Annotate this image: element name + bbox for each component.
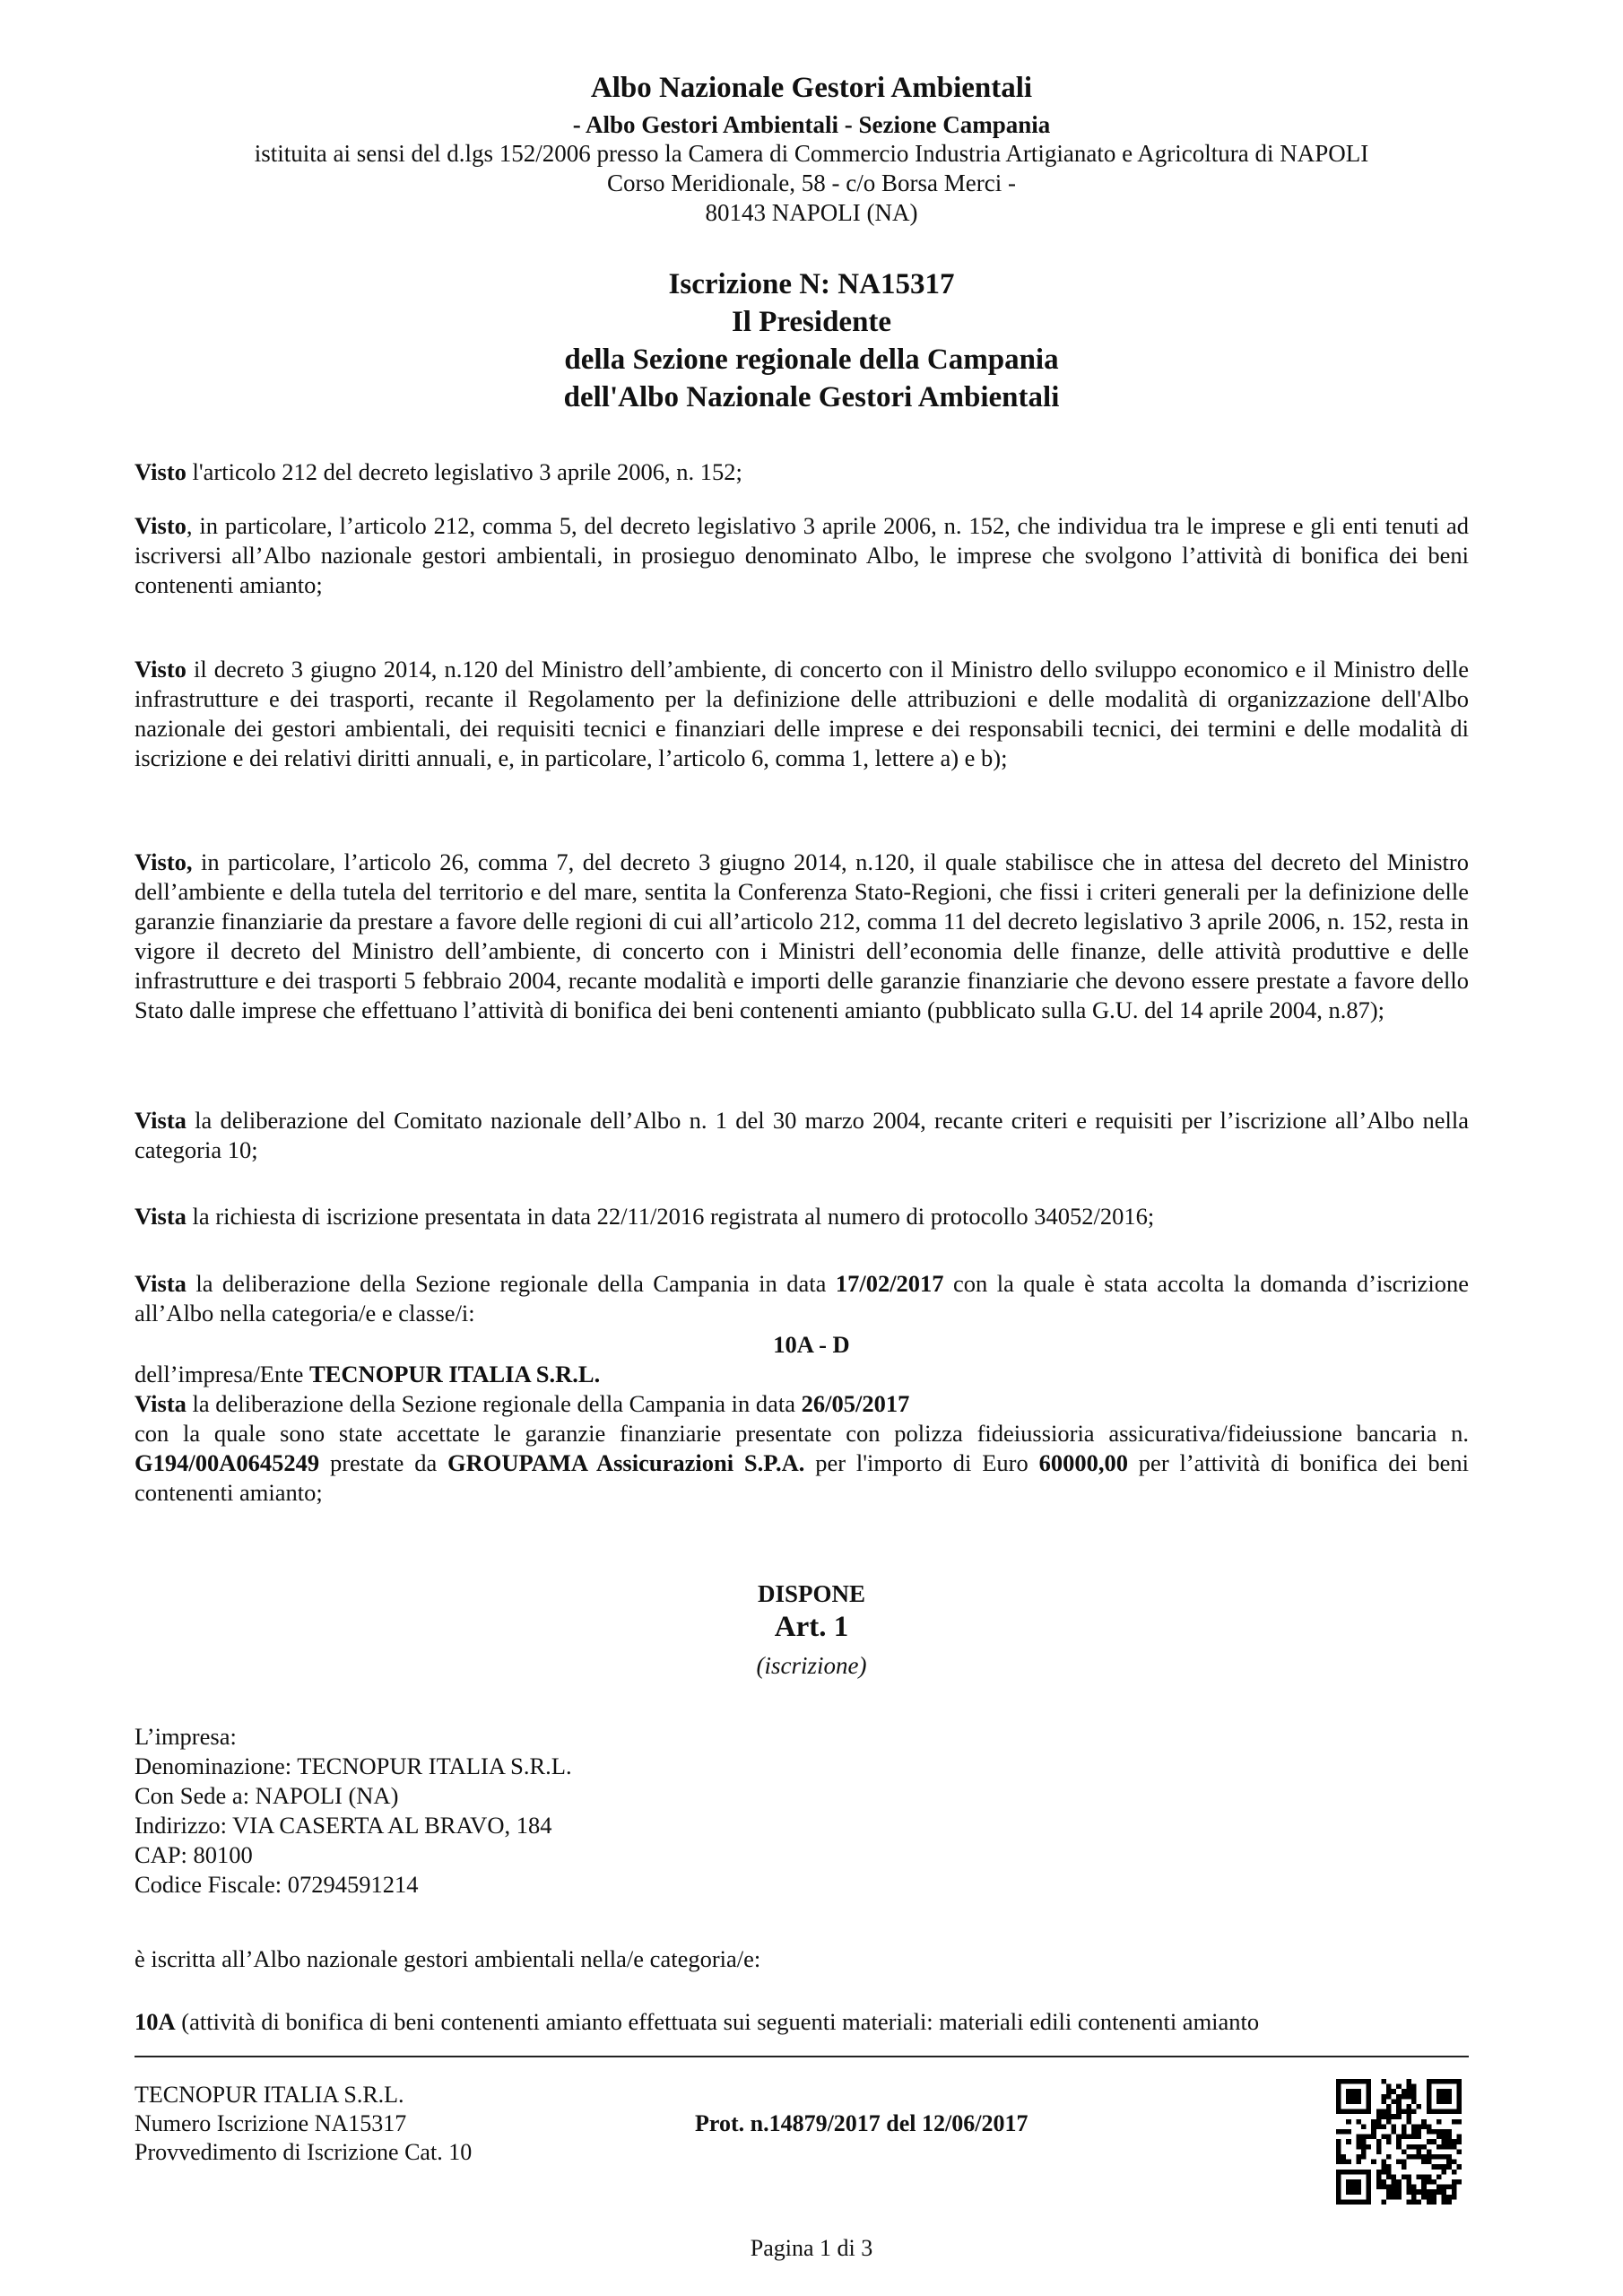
registration-number: Iscrizione N: NA15317 xyxy=(668,268,955,300)
category-10a-line xyxy=(135,2007,1469,2037)
recital-2 xyxy=(135,511,1469,600)
recital-keyword: Vista xyxy=(135,1270,187,1297)
company-denominazione: Denominazione: TECNOPUR ITALIA S.R.L. xyxy=(135,1752,572,1779)
header-address1: Corso Meridionale, 58 - c/o Borsa Merci - xyxy=(607,170,1016,196)
company-indirizzo: Indirizzo: VIA CASERTA AL BRAVO, 184 xyxy=(135,1812,552,1839)
recital-text: la deliberazione del Comitato nazionale dell’Albo n. 1 del 30 marzo 2004, recante criteri e requisiti per l’iscrizione all’Albo nella categoria 10; xyxy=(135,1107,1469,1163)
footer-provvedimento: Provvedimento di Iscrizione Cat. 10 xyxy=(135,2139,473,2165)
title-presidente: Il Presidente xyxy=(731,306,892,338)
category-description: (attività di bonifica di beni contenenti amianto effettuata sui seguenti materiali: materiali edili contenenti amianto xyxy=(175,2008,1260,2035)
impresa-name: TECNOPUR ITALIA S.R.L. xyxy=(309,1361,601,1387)
recital-keyword: Vista xyxy=(135,1107,187,1134)
iscritta-statement: è iscritta all’Albo nazionale gestori ambientali nella/e categoria/e: xyxy=(135,1945,761,1972)
header-established: istituita ai sensi del d.lgs 152/2006 presso la Camera di Commercio Industria Artigianato e Agricoltura di NAPOLI xyxy=(254,140,1369,167)
title-albo: dell'Albo Nazionale Gestori Ambientali xyxy=(563,381,1060,413)
impresa-line xyxy=(135,1360,600,1389)
footer-protocol: Prot. n.14879/2017 del 12/06/2017 xyxy=(695,2110,1028,2136)
company-cap: CAP: 80100 xyxy=(135,1841,253,1868)
recital-keyword: Vista xyxy=(135,1390,187,1417)
category-code: 10A xyxy=(135,2008,176,2035)
recital-text: per l’attività di bonifica dei beni contenenti amianto; xyxy=(135,1449,1470,1506)
company-intro: L’impresa: xyxy=(135,1723,237,1750)
recital-5 xyxy=(135,1106,1469,1165)
company-codice-fiscale: Codice Fiscale: 07294591214 xyxy=(135,1871,419,1898)
header-org: Albo Nazionale Gestori Ambientali xyxy=(590,72,1033,104)
recital-8-first-line xyxy=(135,1389,909,1419)
recital-text: in particolare, l’articolo 26, comma 7, del decreto 3 giugno 2014, n.120, il quale stabilisce che in attesa del decreto del Ministro dell’ambiente e della tutela del territorio e del mare, sentita la Conferenza Stato-Regioni, che fissi i criteri generali per la definizione delle garanzie finanziarie da prestare a favore delle regioni di cui all’articolo 212, comma 11 del decreto legislativo 3 aprile 2006, n. 152, resta in vigore il decreto del Ministro dell’ambiente, di concerto con i Ministri dell’economia delle finanze, delle attività produttive e delle infrastrutture e dei trasporti 5 febbraio 2004, recante modalità e importi delle garanzie finanziarie che devono essere prestate a favore dello Stato dalle imprese che effettuano l’attività di bonifica dei beni contenenti amianto (pubblicato sulla G.U. del 14 aprile 2004, n.87); xyxy=(135,848,1469,1023)
recital-text: l'articolo 212 del decreto legislativo 3 aprile 2006, n. 152; xyxy=(186,458,742,485)
footer-company: TECNOPUR ITALIA S.R.L. xyxy=(135,2082,404,2108)
recital-text: con la quale è stata accolta la domanda d’iscrizione all’Albo nella categoria/e e classe/i: xyxy=(135,1270,1469,1326)
qr-code-icon xyxy=(1336,2079,1462,2205)
title-sezione: della Sezione regionale della Campania xyxy=(564,344,1059,376)
page-number: Pagina 1 di 3 xyxy=(750,2235,873,2261)
amount: 60000,00 xyxy=(1038,1449,1128,1476)
category-class: 10A - D xyxy=(773,1331,850,1358)
guarantor: GROUPAMA Assicurazioni S.P.A. xyxy=(447,1449,805,1476)
recital-1 xyxy=(135,457,1469,487)
footer-divider xyxy=(135,2056,1469,2057)
recital-text: , in particolare, l’articolo 212, comma 5, del decreto legislativo 3 aprile 2006, n. 152, che individua tra le imprese e gli enti tenuti ad iscriversi all’Albo nazionale gestori ambientali, in prosieguo denominato Albo, le imprese che svolgono l’attività di bonifica dei beni contenenti amianto; xyxy=(135,512,1469,598)
deliberation-date: 17/02/2017 xyxy=(835,1270,944,1297)
article-subtitle: (iscrizione) xyxy=(756,1652,867,1679)
recital-text: la deliberazione della Sezione regionale della Campania in data xyxy=(186,1270,836,1297)
recital-8 xyxy=(135,1419,1469,1508)
article-heading: Art. 1 xyxy=(774,1611,849,1643)
header-section: - Albo Gestori Ambientali - Sezione Campania xyxy=(572,111,1051,138)
recital-keyword: Vista xyxy=(135,1203,187,1230)
dispone-heading: DISPONE xyxy=(757,1580,866,1607)
policy-number: G194/00A0645249 xyxy=(135,1449,320,1476)
recital-text: prestate da xyxy=(319,1449,448,1476)
impresa-label: dell’impresa/Ente xyxy=(135,1361,309,1387)
company-sede: Con Sede a: NAPOLI (NA) xyxy=(135,1782,399,1809)
guarantee-date: 26/05/2017 xyxy=(801,1390,910,1417)
recital-keyword: Visto xyxy=(135,512,187,539)
header-address2: 80143 NAPOLI (NA) xyxy=(705,199,918,226)
recital-3 xyxy=(135,655,1469,773)
recital-keyword: Visto xyxy=(135,458,187,485)
recital-text: il decreto 3 giugno 2014, n.120 del Ministro dell’ambiente, di concerto con il Ministro dello sviluppo economico e il Ministro delle infrastrutture e dei trasporti, recante il Regolamento per la definizione delle attribuzioni e delle modalità di organizzazione dell'Albo nazionale dei gestori ambientali, dei requisiti tecnici e finanziari delle imprese e dei responsabili tecnici, dei termini e delle modalità di iscrizione e dei relativi diritti annuali, e, in particolare, l’articolo 6, comma 1, lettere a) e b); xyxy=(135,656,1469,771)
recital-7 xyxy=(135,1269,1469,1328)
recital-keyword: Visto xyxy=(135,656,187,683)
recital-4 xyxy=(135,848,1469,1025)
recital-text: con la quale sono state accettate le garanzie finanziarie presentate con polizza fideiussioria assicurativa/fideiussione bancaria n. xyxy=(135,1420,1469,1447)
recital-keyword: Visto, xyxy=(135,848,193,875)
recital-6 xyxy=(135,1202,1469,1231)
recital-text: la deliberazione della Sezione regionale della Campania in data xyxy=(186,1390,802,1417)
footer-numero: Numero Iscrizione NA15317 xyxy=(135,2110,407,2136)
recital-text: la richiesta di iscrizione presentata in data 22/11/2016 registrata al numero di protocollo 34052/2016; xyxy=(186,1203,1155,1230)
recital-text: per l'importo di Euro xyxy=(804,1449,1039,1476)
